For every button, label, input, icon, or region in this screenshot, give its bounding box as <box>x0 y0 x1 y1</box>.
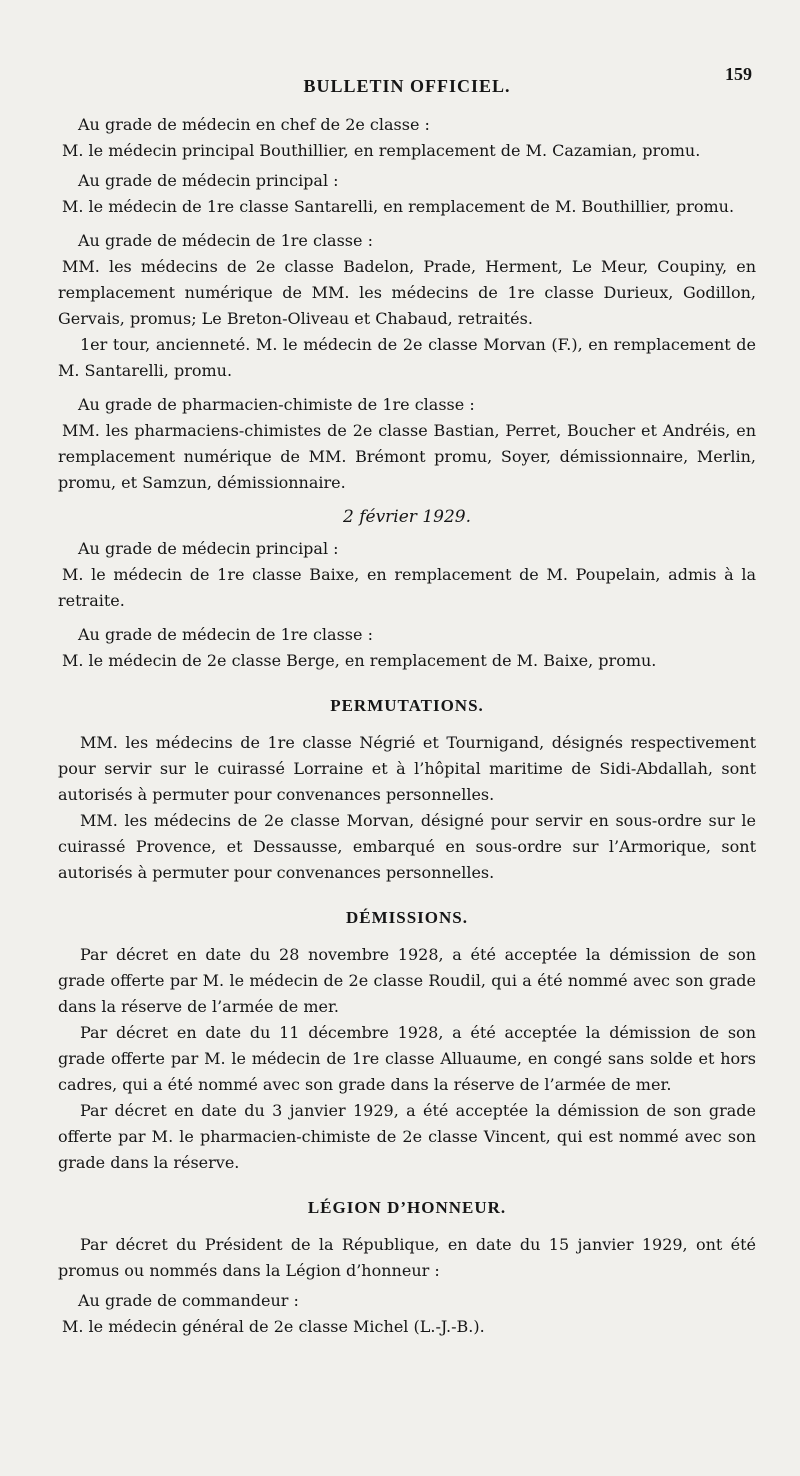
section-heading-permutations: PERMUTATIONS. <box>330 696 484 715</box>
legion-paragraph: Par décret du Président de la République, en date du 15 janvier 1929, ont été promus ou nommés dans la Légion d’honneur : <box>58 1235 756 1280</box>
permutation-paragraph: MM. les médecins de 1re classe Négrié et Tournigand, désignés respectivement pour servir sur le cuirassé Lorraine et à l’hôpital maritime de Sidi-Abdallah, sont autorisés à permuter pour convenances personnelles. <box>58 733 756 804</box>
running-title: BULLETIN OFFICIEL. <box>303 76 511 96</box>
appointment-entry: M. le médecin principal Bouthillier, en remplacement de M. Cazamian, promu. <box>62 141 701 160</box>
appointment-entry: MM. les médecins de 2e classe Badelon, Prade, Herment, Le Meur, Coupiny, en remplacement numérique de MM. les médecins de 1re classe Durieux, Godillon, Gervais, promus; Le Breton-Oliveau et Chabaud, retraités. <box>58 257 756 328</box>
rank-heading: Au grade de commandeur : <box>78 1291 299 1310</box>
resignation-paragraph: Par décret en date du 3 janvier 1929, a été acceptée la démission de son grade offerte par M. le pharmacien-chimiste de 2e classe Vincent, qui est nommé avec son grade dans la réserve. <box>58 1101 756 1172</box>
rank-heading: Au grade de médecin principal : <box>78 171 339 190</box>
rank-heading: Au grade de médecin principal : <box>78 539 339 558</box>
resignation-paragraph: Par décret en date du 28 novembre 1928, a été acceptée la démission de son grade offerte par M. le médecin de 2e classe Roudil, qui a été nommé avec son grade dans la réserve de l’armée de mer. <box>58 945 756 1016</box>
section-heading-demissions: DÉMISSIONS. <box>345 908 468 927</box>
date-line: 2 février 1929. <box>343 507 471 527</box>
appointment-entry: M. le médecin de 1re classe Baixe, en remplacement de M. Poupelain, admis à la retraite. <box>58 565 756 610</box>
page-number: 159 <box>725 64 752 84</box>
section-heading-legion: LÉGION D’HONNEUR. <box>307 1198 507 1217</box>
rank-heading: Au grade de pharmacien-chimiste de 1re classe : <box>78 395 475 414</box>
permutation-paragraph: MM. les médecins de 2e classe Morvan, désigné pour servir en sous-ordre sur le cuirassé Provence, et Dessausse, embarqué en sous-ordre sur l’Armorique, sont autorisés à permuter pour convenances personnelles. <box>58 811 756 882</box>
rank-heading: Au grade de médecin en chef de 2e classe : <box>78 115 430 134</box>
rank-heading: Au grade de médecin de 1re classe : <box>78 231 373 250</box>
appointment-entry: 1er tour, ancienneté. M. le médecin de 2e classe Morvan (F.), en remplacement de M. Santarelli, promu. <box>58 335 756 380</box>
appointment-entry: MM. les pharmaciens-chimistes de 2e classe Bastian, Perret, Boucher et Andréis, en remplacement numérique de MM. Brémont promu, Soyer, démissionnaire, Merlin, promu, et Samzun, démissionnaire. <box>58 421 756 492</box>
appointment-entry: M. le médecin de 2e classe Berge, en remplacement de M. Baixe, promu. <box>62 651 657 670</box>
resignation-paragraph: Par décret en date du 11 décembre 1928, a été acceptée la démission de son grade offerte par M. le médecin de 1re classe Alluaume, en congé sans solde et hors cadres, qui a été nommé avec son grade dans la réserve de l’armée de mer. <box>58 1023 756 1094</box>
running-header <box>58 60 756 100</box>
page-body <box>58 112 756 1340</box>
appointment-entry: M. le médecin de 1re classe Santarelli, en remplacement de M. Bouthillier, promu. <box>62 197 735 216</box>
rank-heading: Au grade de médecin de 1re classe : <box>78 625 373 644</box>
appointment-entry: M. le médecin général de 2e classe Michel (L.-J.-B.). <box>62 1317 485 1336</box>
